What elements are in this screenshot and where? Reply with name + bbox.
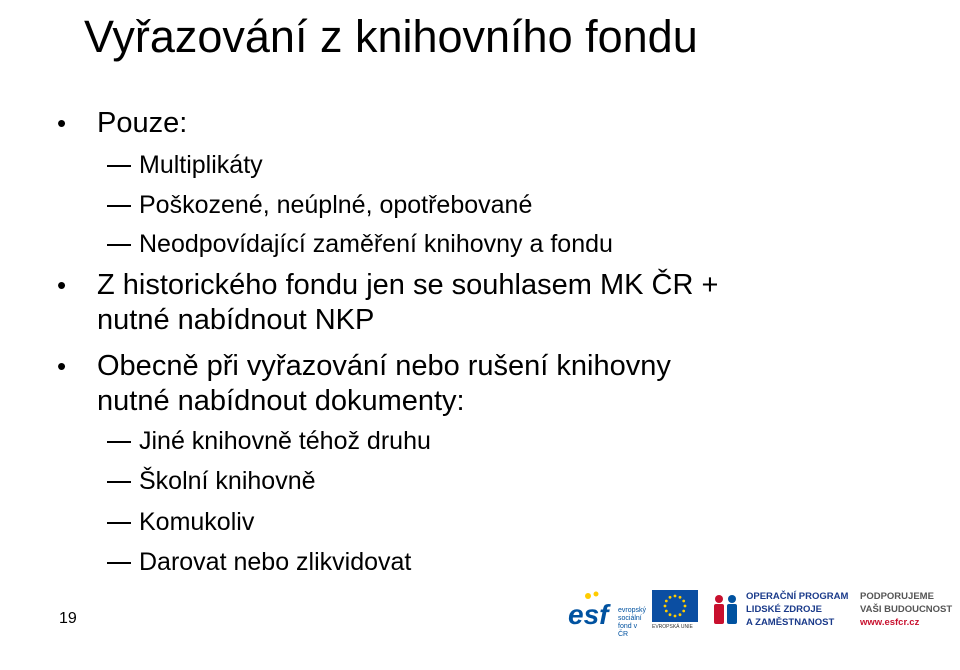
bullet-text-continuation: nutné nabídnout NKP	[97, 304, 375, 336]
dash-icon	[107, 522, 131, 524]
svg-text:esf: esf	[568, 599, 609, 630]
bullet-icon: •	[57, 351, 67, 381]
sub-bullet-item	[139, 505, 254, 539]
op-people-icon	[710, 593, 740, 627]
sub-bullet-item	[139, 227, 613, 261]
sub-bullet-item	[139, 424, 431, 458]
bullet-text: Z historického fondu jen se souhlasem MK ČR +	[97, 269, 719, 301]
sub-bullet-text: Jiné knihovně téhož druhu	[139, 427, 431, 455]
support-slogan: PODPORUJEME VAŠI BUDOUCNOST www.esfcr.cz	[860, 591, 953, 628]
bullet-item	[57, 349, 671, 383]
esf-caption: evropský sociální fond v ČR	[618, 607, 647, 638]
bullet-text-continuation: nutné nabídnout dokumenty:	[97, 385, 465, 417]
dash-icon	[107, 205, 131, 207]
esf-logo	[568, 590, 647, 638]
page-number: 19	[59, 610, 77, 627]
sub-bullet-text: Komukoliv	[139, 508, 255, 536]
esf-url-link[interactable]: www.esfcr.cz	[860, 617, 920, 628]
bullet-text: Pouze:	[97, 107, 188, 139]
eu-label: EVROPSKÁ UNIE	[652, 624, 693, 630]
bullet-item	[57, 268, 719, 302]
eu-flag-icon	[652, 590, 698, 622]
slide-title: Vyřazování z knihovního fondu	[84, 11, 698, 62]
sub-bullet-item	[139, 148, 263, 182]
bullet-icon: •	[57, 270, 67, 300]
esf-mark-icon	[568, 590, 618, 630]
dash-icon	[107, 562, 131, 564]
eu-logo	[652, 590, 698, 630]
sub-bullet-item	[139, 188, 532, 222]
sub-bullet-text: Neodpovídající zaměření knihovny a fondu	[139, 230, 613, 258]
sub-bullet-text: Školní knihovně	[139, 467, 316, 495]
dash-icon	[107, 165, 131, 167]
footer-logos	[568, 588, 960, 670]
dash-icon	[107, 481, 131, 483]
dash-icon	[107, 441, 131, 443]
bullet-icon: •	[57, 108, 67, 138]
sub-bullet-text: Poškozené, neúplné, opotřebované	[139, 191, 533, 219]
dash-icon	[107, 244, 131, 246]
bullet-text: Obecně při vyřazování nebo rušení knihovny	[97, 350, 671, 382]
sub-bullet-text: Multiplikáty	[139, 151, 263, 179]
op-text: OPERAČNÍ PROGRAM LIDSKÉ ZDROJE A ZAMĚSTNANOST	[746, 591, 849, 628]
bullet-item	[57, 106, 188, 140]
sub-bullet-item	[139, 464, 316, 498]
sub-bullet-text: Darovat nebo zlikvidovat	[139, 548, 412, 576]
sub-bullet-item	[139, 545, 411, 579]
